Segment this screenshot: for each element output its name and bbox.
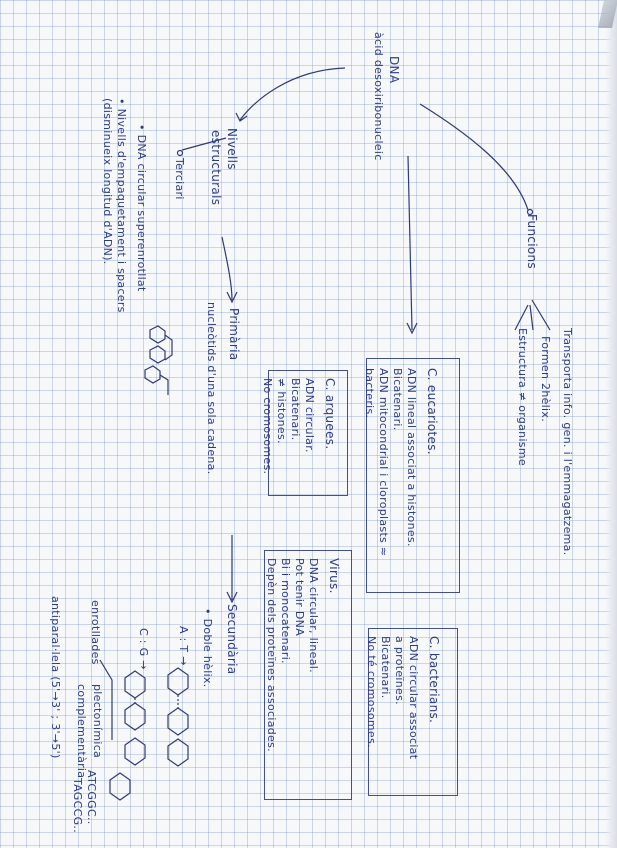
branch-estructura	[515, 305, 528, 330]
sequence-2: TAGCCG..	[71, 778, 84, 833]
secundaria-item-3: C : G →	[137, 628, 150, 670]
funcions-item-2: Formen 2hèlix.	[539, 336, 552, 423]
virus-title: Virus.	[327, 558, 341, 594]
arquees-line-1: ADN circular.	[303, 378, 316, 453]
terciari-item-2: • Nivells d'empaquetament i spacers	[115, 98, 128, 313]
funcions-item-1: Transporta info. gen. i l'emmagatzema.	[561, 328, 574, 556]
arrow-to-nivells	[240, 68, 345, 120]
secundaria-item-1: • Doble hèlix.	[201, 608, 214, 688]
branch-formen	[530, 305, 533, 330]
primaria-label: Primària	[227, 308, 241, 361]
nucleotide-sketch-primaria	[145, 326, 172, 395]
arquees-line-4: No cromosomes.	[261, 378, 274, 475]
sequence-1: ATCGGC..	[85, 770, 98, 825]
terciari-item-1: • DNA circular superenrotllat	[135, 124, 148, 292]
virus-line-1: DNA circular, lineal.	[307, 558, 320, 673]
bacteris-line-1: ADN circular associat	[407, 636, 420, 760]
eucariotes-line-1: ADN lineal associat a histones.	[405, 368, 418, 547]
secundaria-item-2: A : T →	[177, 626, 190, 666]
funcions-label: Funcions	[525, 214, 539, 269]
virus-line-4: Depèn dels proteïnes associades.	[265, 558, 278, 752]
eucariotes-line-2: Bicatenari.	[391, 368, 404, 431]
arrow-to-eucariotes	[408, 156, 412, 330]
bacteris-line-2: a proteïnes.	[393, 636, 406, 705]
branch-transporta	[532, 300, 550, 330]
arquees-line-3: ≠ histones.	[275, 378, 288, 444]
bacteris-title: C. bacterians.	[427, 636, 441, 724]
bacteris-line-3: Bicatenari.	[379, 636, 392, 699]
eucariotes-line-4: bacteris.	[363, 368, 376, 419]
arquees-line-2: Bicatenari.	[289, 378, 302, 441]
bacteris-line-4: No té cromosomes.	[365, 636, 378, 748]
eucariotes-title: C. eucariotes.	[425, 368, 439, 455]
base-pair-sketch-cg	[110, 671, 145, 800]
nivells-label: Nivells	[225, 128, 239, 170]
virus-line-2: Pot tenir DNA	[293, 558, 306, 637]
title-dna: DNA	[387, 56, 401, 84]
arquees-title: C. arquees.	[323, 378, 337, 450]
enrotllades-label: enrotllades	[89, 600, 102, 665]
plectonimica-label: plectonímica	[91, 684, 104, 759]
title-subtitle: àcid desoxiribonucleic	[372, 32, 385, 161]
nivells-label-2: estructurals	[209, 130, 223, 206]
antiparal-label: antiparal·lela (5'→3' ; 3'→5')	[49, 596, 62, 759]
node-dot-terciari	[178, 151, 183, 156]
virus-line-3: Bi i monocatenari.	[279, 558, 292, 664]
eucariotes-line-3: ADN mitocondrial i cloroplasts ≈	[377, 368, 390, 557]
branch-primaria	[222, 237, 232, 300]
funcions-item-3: Estructura ≠ organisme	[516, 328, 529, 466]
terciari-label: Terciari	[173, 158, 186, 200]
complementaria-label: complementària	[75, 684, 88, 779]
secundaria-label: Secundària	[225, 604, 239, 675]
base-pair-sketch-at	[168, 668, 188, 766]
terciari-item-3: (disminueix longitud d'ADN).	[101, 98, 114, 265]
primaria-desc: nucleòtids d'una sola cadena.	[205, 302, 218, 475]
arrow-to-funcions	[420, 104, 528, 210]
